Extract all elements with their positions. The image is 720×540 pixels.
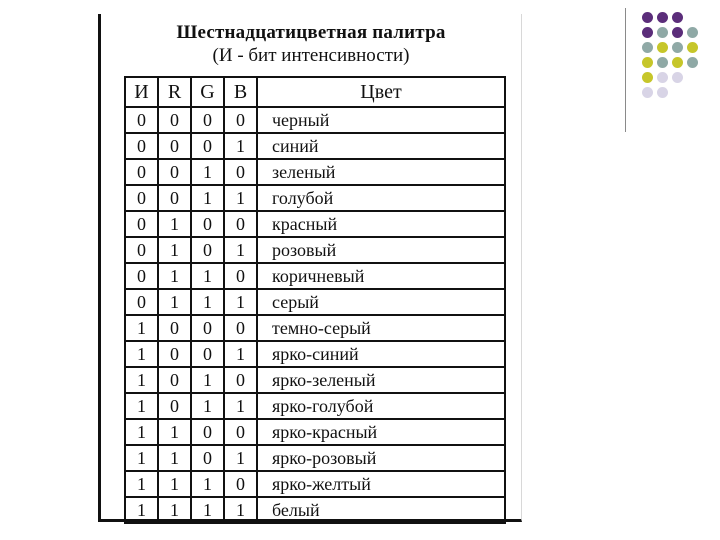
decorative-dot-yellow: [657, 42, 668, 53]
decorative-dot-lavender: [642, 87, 653, 98]
table-row: [125, 263, 505, 289]
decorative-dot-yellow: [687, 42, 698, 53]
cell-intensity: 1: [125, 367, 158, 393]
cell-blue: 1: [224, 133, 257, 159]
cell-red: 0: [158, 315, 191, 341]
cell-intensity: 0: [125, 237, 158, 263]
decorative-dot-yellow: [642, 72, 653, 83]
cell-red: 0: [158, 341, 191, 367]
table-row: [125, 107, 505, 133]
cell-green: 1: [191, 367, 224, 393]
cell-color-name: ярко-розовый: [257, 445, 505, 471]
scanned-palette-page: [98, 14, 522, 522]
cell-green: 0: [191, 237, 224, 263]
palette-table: [124, 76, 506, 524]
cell-color-name: коричневый: [257, 263, 505, 289]
cell-intensity: 0: [125, 159, 158, 185]
table-row: [125, 419, 505, 445]
cell-intensity: 1: [125, 497, 158, 523]
cell-intensity: 1: [125, 419, 158, 445]
cell-color-name: серый: [257, 289, 505, 315]
cell-red: 0: [158, 367, 191, 393]
page-title: Шестнадцатицветная палитра: [176, 22, 446, 43]
cell-green: 0: [191, 133, 224, 159]
cell-green: 1: [191, 471, 224, 497]
cell-color-name: ярко-желтый: [257, 471, 505, 497]
cell-blue: 0: [224, 263, 257, 289]
cell-color-name: белый: [257, 497, 505, 523]
cell-blue: 1: [224, 237, 257, 263]
table-header-row: [125, 77, 505, 107]
cell-intensity: 1: [125, 341, 158, 367]
cell-blue: 0: [224, 419, 257, 445]
header-green: G: [191, 77, 224, 107]
cell-red: 1: [158, 289, 191, 315]
cell-blue: 1: [224, 497, 257, 523]
cell-intensity: 1: [125, 315, 158, 341]
cell-blue: 1: [224, 289, 257, 315]
cell-green: 1: [191, 497, 224, 523]
decorative-dot-teal: [657, 27, 668, 38]
table-row: [125, 471, 505, 497]
cell-blue: 0: [224, 211, 257, 237]
cell-red: 0: [158, 159, 191, 185]
cell-intensity: 1: [125, 471, 158, 497]
table-row: [125, 393, 505, 419]
decorative-dot-teal: [642, 42, 653, 53]
cell-intensity: 0: [125, 211, 158, 237]
cell-color-name: голубой: [257, 185, 505, 211]
table-row: [125, 159, 505, 185]
cell-intensity: 1: [125, 393, 158, 419]
cell-red: 1: [158, 419, 191, 445]
cell-green: 1: [191, 289, 224, 315]
decorative-dot-lavender: [657, 87, 668, 98]
cell-blue: 0: [224, 315, 257, 341]
cell-color-name: синий: [257, 133, 505, 159]
decorative-dot-purple: [642, 12, 653, 23]
cell-intensity: 0: [125, 263, 158, 289]
cell-blue: 0: [224, 367, 257, 393]
cell-color-name: зеленый: [257, 159, 505, 185]
decorative-dot-teal: [672, 42, 683, 53]
decorative-dot-teal: [657, 57, 668, 68]
cell-intensity: 0: [125, 107, 158, 133]
table-row: [125, 289, 505, 315]
cell-red: 0: [158, 393, 191, 419]
cell-red: 1: [158, 497, 191, 523]
cell-color-name: темно-серый: [257, 315, 505, 341]
cell-blue: 1: [224, 185, 257, 211]
header-red: R: [158, 77, 191, 107]
header-color: Цвет: [257, 77, 505, 107]
decorative-dot-lavender: [672, 72, 683, 83]
cell-red: 1: [158, 211, 191, 237]
cell-green: 0: [191, 107, 224, 133]
decorative-dot-yellow: [642, 57, 653, 68]
page-subtitle: (И - бит интенсивности): [212, 45, 410, 66]
table-row: [125, 211, 505, 237]
table-row: [125, 237, 505, 263]
decorative-dot-purple: [672, 27, 683, 38]
cell-intensity: 0: [125, 289, 158, 315]
cell-green: 0: [191, 341, 224, 367]
cell-color-name: ярко-красный: [257, 419, 505, 445]
table-row: [125, 497, 505, 523]
cell-red: 1: [158, 471, 191, 497]
header-intensity: И: [125, 77, 158, 107]
cell-red: 1: [158, 263, 191, 289]
table-row: [125, 445, 505, 471]
cell-green: 0: [191, 445, 224, 471]
cell-color-name: ярко-зеленый: [257, 367, 505, 393]
table-row: [125, 185, 505, 211]
header-blue: B: [224, 77, 257, 107]
cell-green: 0: [191, 211, 224, 237]
decorative-dot-purple: [642, 27, 653, 38]
cell-blue: 0: [224, 107, 257, 133]
palette-table-body: [125, 107, 505, 523]
cell-intensity: 1: [125, 445, 158, 471]
cell-green: 0: [191, 419, 224, 445]
cell-blue: 0: [224, 471, 257, 497]
cell-blue: 0: [224, 159, 257, 185]
decorative-dot-purple: [657, 12, 668, 23]
cell-color-name: черный: [257, 107, 505, 133]
cell-color-name: ярко-синий: [257, 341, 505, 367]
cell-intensity: 0: [125, 185, 158, 211]
table-row: [125, 315, 505, 341]
cell-color-name: красный: [257, 211, 505, 237]
decorative-dot-teal: [687, 57, 698, 68]
cell-green: 1: [191, 159, 224, 185]
decorative-dot-teal: [687, 27, 698, 38]
divider-line: [625, 8, 626, 132]
cell-blue: 1: [224, 393, 257, 419]
cell-green: 1: [191, 263, 224, 289]
cell-intensity: 0: [125, 133, 158, 159]
cell-red: 1: [158, 237, 191, 263]
cell-red: 1: [158, 445, 191, 471]
cell-color-name: ярко-голубой: [257, 393, 505, 419]
decorative-dot-purple: [672, 12, 683, 23]
cell-green: 0: [191, 315, 224, 341]
table-row: [125, 367, 505, 393]
cell-red: 0: [158, 107, 191, 133]
cell-red: 0: [158, 133, 191, 159]
table-row: [125, 341, 505, 367]
cell-blue: 1: [224, 341, 257, 367]
decorative-dot-lavender: [657, 72, 668, 83]
table-row: [125, 133, 505, 159]
cell-green: 1: [191, 393, 224, 419]
cell-blue: 1: [224, 445, 257, 471]
cell-green: 1: [191, 185, 224, 211]
cell-color-name: розовый: [257, 237, 505, 263]
decorative-dot-yellow: [672, 57, 683, 68]
cell-red: 0: [158, 185, 191, 211]
